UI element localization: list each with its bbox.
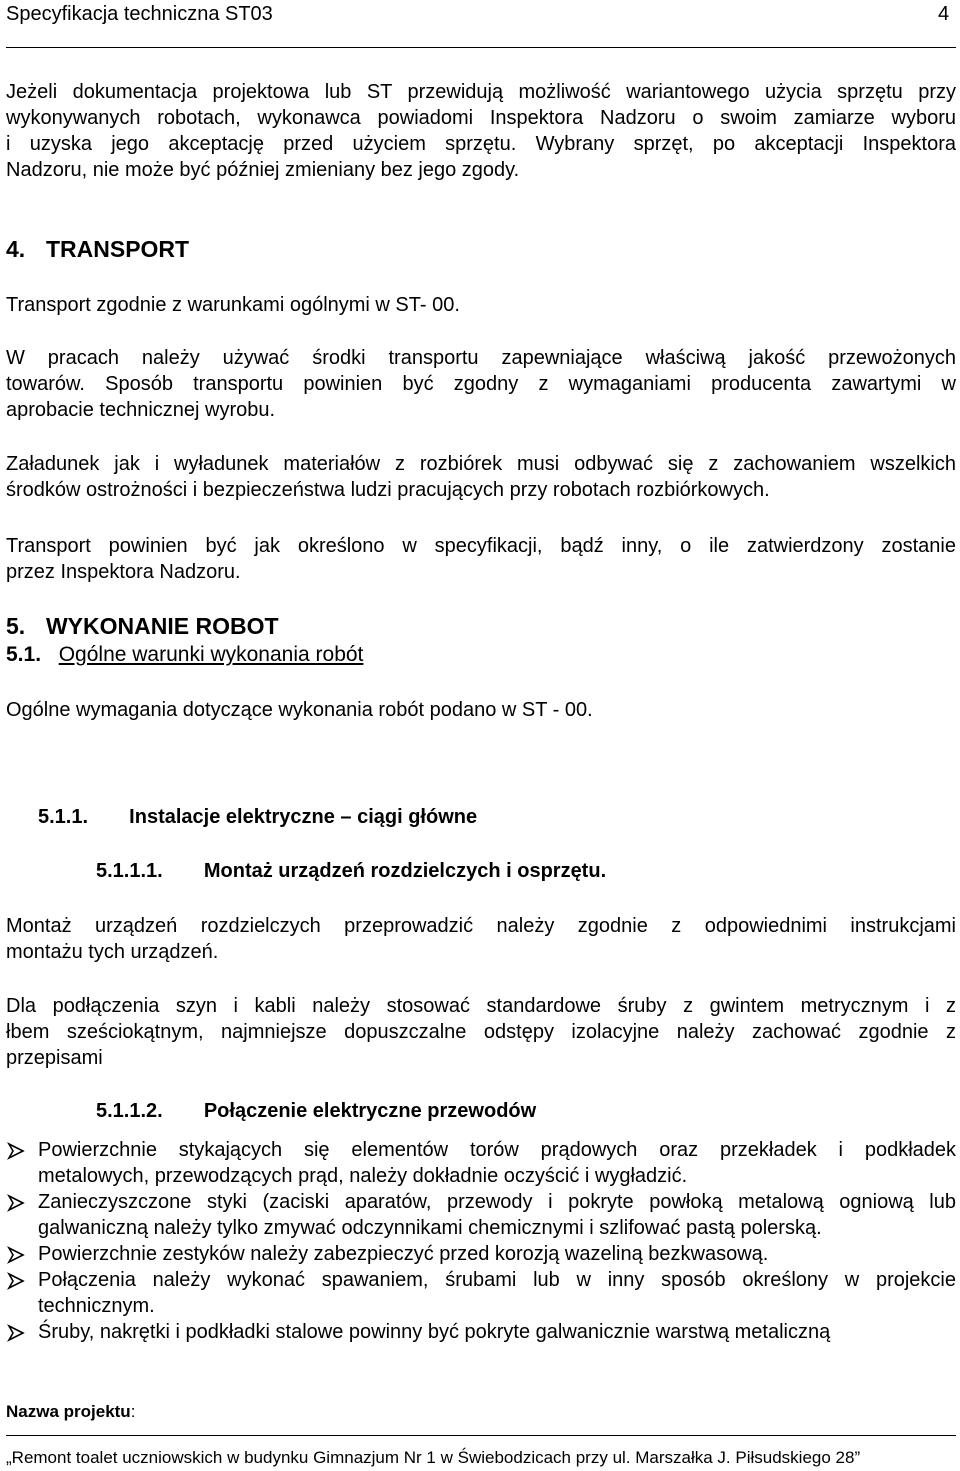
paragraph-switchgear	[6, 913, 956, 965]
text-line: Jeżeli dokumentacja projektowa lub ST przewidują możliwość wariantowego użycia sprzętu przy	[6, 81, 956, 103]
text-line: łbem sześciokątnym, najmniejsze dopuszczalne odstępy izolacyjne należy zachować zgodnie z	[6, 1021, 956, 1043]
connection-requirements-list	[6, 1137, 956, 1345]
project-name-label	[6, 1402, 135, 1422]
text-line: Nadzoru, nie może być później zmieniany bez jego zgody.	[6, 159, 520, 181]
text-line: środków ostrożności i bezpieczeństwa ludzi pracujących przy robotach rozbiórkowych.	[6, 479, 770, 501]
text-line: Zanieczyszczone styki (zaciski aparatów, przewody i pokryte powłoką metalową ogniową lub	[38, 1191, 956, 1213]
text-line: i uzyska jego akceptację przed użyciem sprzętu. Wybrany sprzęt, po akceptacji Inspektora	[6, 133, 956, 155]
list-item	[6, 1267, 956, 1319]
text-line: W pracach należy używać środki transportu zapewniające właściwą jakość przewożonych	[6, 347, 956, 369]
page-number: 4	[938, 3, 950, 25]
heading-number: 5.1.1.2.	[96, 1100, 163, 1122]
paragraph-loading	[6, 451, 956, 503]
text-line: Powierzchnie zestyków należy zabezpieczyć przed korozją wazeliną bezkwasową.	[38, 1243, 769, 1265]
heading-works	[6, 613, 279, 639]
project-name: „Remont toalet uczniowskich w budynku Gimnazjum Nr 1 w Świebodzicach przy ul. Marszałka J. Piłsudskiego 28”	[6, 1448, 861, 1467]
heading-text: Połączenie elektryczne przewodów	[203, 1100, 537, 1122]
list-item	[6, 1137, 956, 1189]
arrowhead-bullet-icon	[6, 1193, 26, 1213]
heading-switchgear-mounting	[96, 858, 606, 884]
text-line: aprobacie technicznej wyrobu.	[6, 399, 276, 421]
text-line: towarów. Sposób transportu powinien być zgodny z wymaganiami producenta zawartymi w	[6, 373, 956, 395]
arrowhead-bullet-icon	[6, 1323, 26, 1343]
heading-number: 5.	[6, 613, 26, 639]
paragraph-transport-spec	[6, 533, 956, 585]
heading-transport	[6, 236, 189, 262]
text-line: technicznym.	[38, 1295, 155, 1317]
document-title: Specyfikacja techniczna ST03	[6, 3, 273, 25]
text-line: Ogólne wymagania dotyczące wykonania robót podano w ST - 00.	[6, 699, 593, 721]
text-line: przepisami	[6, 1047, 103, 1069]
label-text: Nazwa projektu	[6, 1402, 131, 1421]
text-line: Załadunek jak i wyładunek materiałów z rozbiórek musi odbywać się z zachowaniem wszelkich	[6, 453, 956, 475]
heading-number: 5.1.	[6, 643, 42, 666]
text-line: przez Inspektora Nadzoru.	[6, 561, 241, 583]
heading-wire-connections	[96, 1098, 536, 1124]
text-line: wykonywanych robotach, wykonawca powiadomi Inspektora Nadzoru o swoim zamiarze wyboru	[6, 107, 956, 129]
paragraph-equipment	[6, 79, 956, 183]
text-line: Połączenia należy wykonać spawaniem, śrubami lub w inny sposób określony w projekcie	[38, 1269, 956, 1291]
heading-number: 5.1.1.	[38, 806, 89, 828]
heading-general-conditions	[6, 642, 363, 668]
heading-text: Montaż urządzeń rozdzielczych i osprzętu.	[203, 860, 607, 882]
paragraph-busbars	[6, 993, 956, 1071]
heading-number: 5.1.1.1.	[96, 860, 163, 882]
list-item	[6, 1241, 956, 1267]
text-line: Transport zgodnie z warunkami ogólnymi w ST- 00.	[6, 294, 460, 316]
paragraph-transport-means	[6, 345, 956, 423]
paragraph-transport-general	[6, 292, 956, 318]
header-divider	[6, 47, 956, 48]
arrowhead-bullet-icon	[6, 1271, 26, 1291]
text-line: montażu tych urządzeń.	[6, 941, 219, 963]
text-line: galwaniczną należy tylko zmywać odczynnikami chemicznymi i szlifować pastą polerską.	[38, 1217, 822, 1239]
paragraph-general-requirements	[6, 697, 956, 723]
text-line: metalowych, przewodzących prąd, należy dokładnie oczyścić i wygładzić.	[38, 1165, 688, 1187]
list-item	[6, 1189, 956, 1241]
label-colon: :	[130, 1402, 136, 1421]
heading-text: TRANSPORT	[45, 236, 190, 262]
list-item	[6, 1319, 956, 1345]
heading-text: WYKONANIE ROBOT	[45, 613, 279, 639]
text-line: Dla podłączenia szyn i kabli należy stosować standardowe śruby z gwintem metrycznym i z	[6, 995, 956, 1017]
heading-text: Instalacje elektryczne – ciągi główne	[129, 806, 478, 828]
footer-divider	[6, 1435, 956, 1436]
text-line: Montaż urządzeń rozdzielczych przeprowadzić należy zgodnie z odpowiednimi instrukcjami	[6, 915, 956, 937]
heading-number: 4.	[6, 236, 26, 262]
text-line: Śruby, nakrętki i podkładki stalowe powinny być pokryte galwanicznie warstwą metaliczną	[38, 1321, 831, 1343]
arrowhead-bullet-icon	[6, 1245, 26, 1265]
text-line: Transport powinien być jak określono w specyfikacji, bądź inny, o ile zatwierdzony zostanie	[6, 535, 956, 557]
arrowhead-bullet-icon	[6, 1141, 26, 1161]
text-line: Powierzchnie stykających się elementów torów prądowych oraz przekładek i podkładek	[38, 1139, 956, 1161]
heading-electrical-installations	[38, 804, 477, 830]
heading-text: Ogólne warunki wykonania robót	[58, 643, 364, 666]
